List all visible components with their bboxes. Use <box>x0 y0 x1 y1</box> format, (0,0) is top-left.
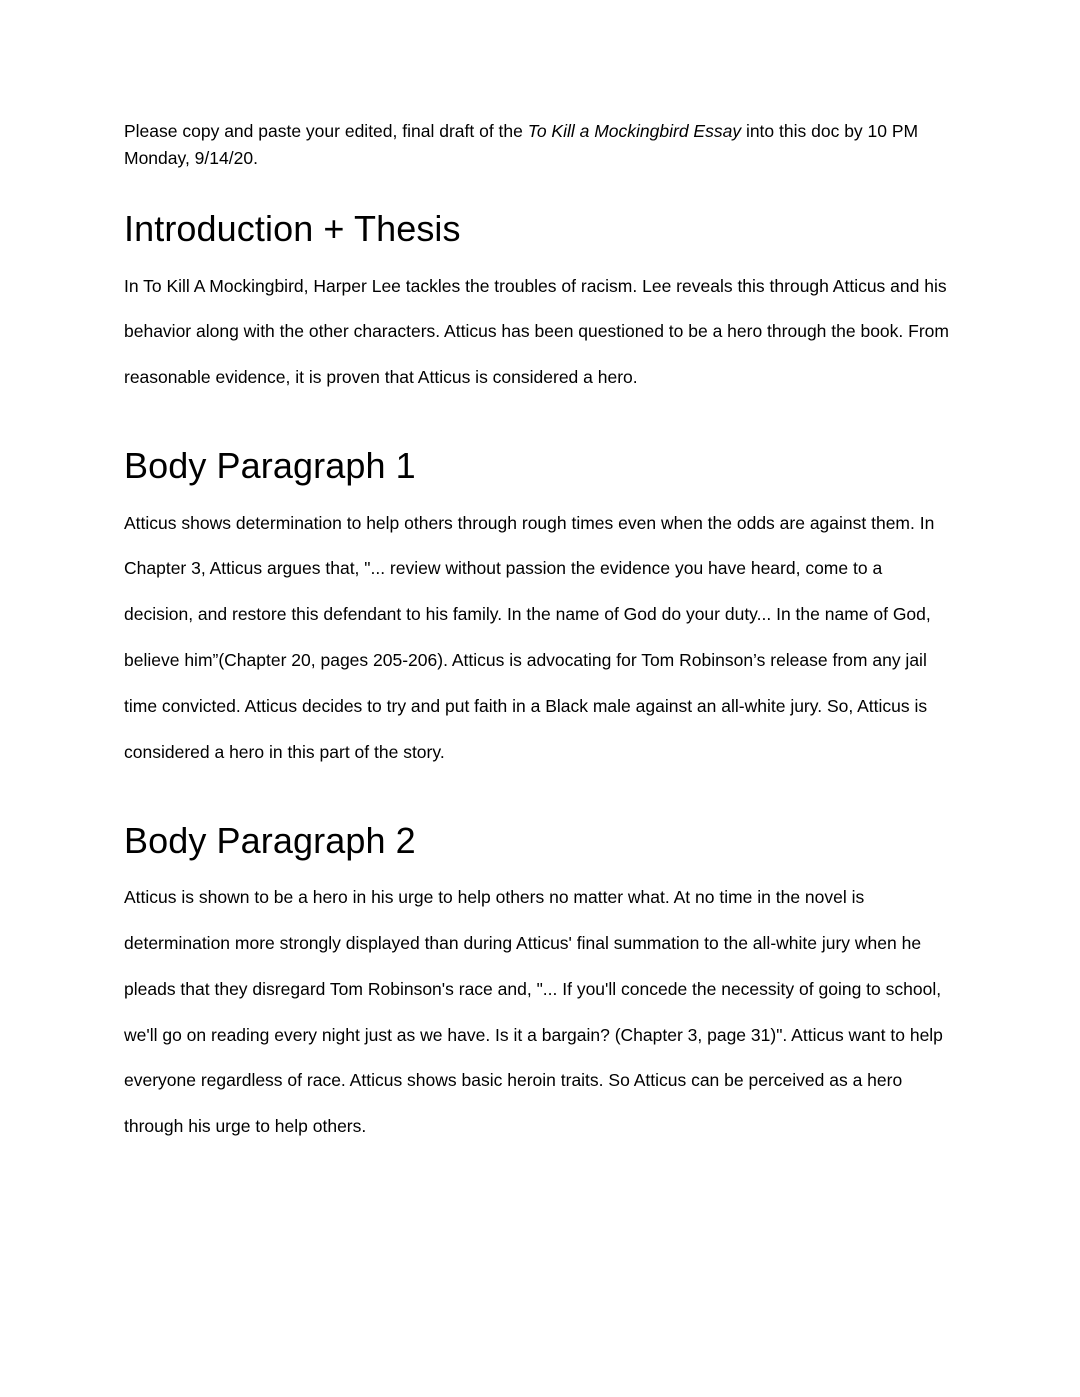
instruction-essay-title: To Kill a Mockingbird Essay <box>527 121 742 141</box>
heading-introduction-thesis: Introduction + Thesis <box>124 208 461 250</box>
paragraph-introduction-thesis: In To Kill A Mockingbird, Harper Lee tackles the troubles of racism. Lee reveals this through Atticus and his behavior along with the other characters. Atticus has been questioned to be a hero through the book. From reasonable evidence, it is proven that Atticus is considered a hero. <box>124 275 949 388</box>
heading-body-paragraph-2: Body Paragraph 2 <box>124 819 416 861</box>
heading-body-paragraph-1: Body Paragraph 1 <box>124 445 416 487</box>
paragraph-body-2: Atticus is shown to be a hero in his urge to help others no matter what. At no time in the novel is determination more strongly displayed than during Atticus' final summation to the all-white jury when he pleads that they disregard Tom Robinson's race and, "... If you'll concede the necessity of going to school, we'll go on reading every night just as we have. Is it a bargain? (Chapter 3, page 31)". Atticus want to help everyone regardless of race. Atticus shows basic heroin traits. So Atticus can be perceived as a hero through his urge to help others. <box>124 887 943 1137</box>
paragraph-body-1: Atticus shows determination to help others through rough times even when the odds are against them. In Chapter 3, Atticus argues that, "... review without passion the evidence you have heard, come to a decision, and restore this defendant to his family. In the name of God do your duty... In the name of God, believe him”(Chapter 20, pages 205-206). Atticus is advocating for Tom Robinson’s release from any jail time convicted. Atticus decides to try and put faith in a Black male against an all-white jury. So, Atticus is considered a hero in this part of the story. <box>124 512 935 762</box>
assignment-instruction <box>124 118 954 172</box>
instruction-prefix: Please copy and paste your edited, final draft of the <box>124 121 528 141</box>
instruction-suffix: into this doc by 10 PM Monday, 9/14/20. <box>124 121 919 169</box>
